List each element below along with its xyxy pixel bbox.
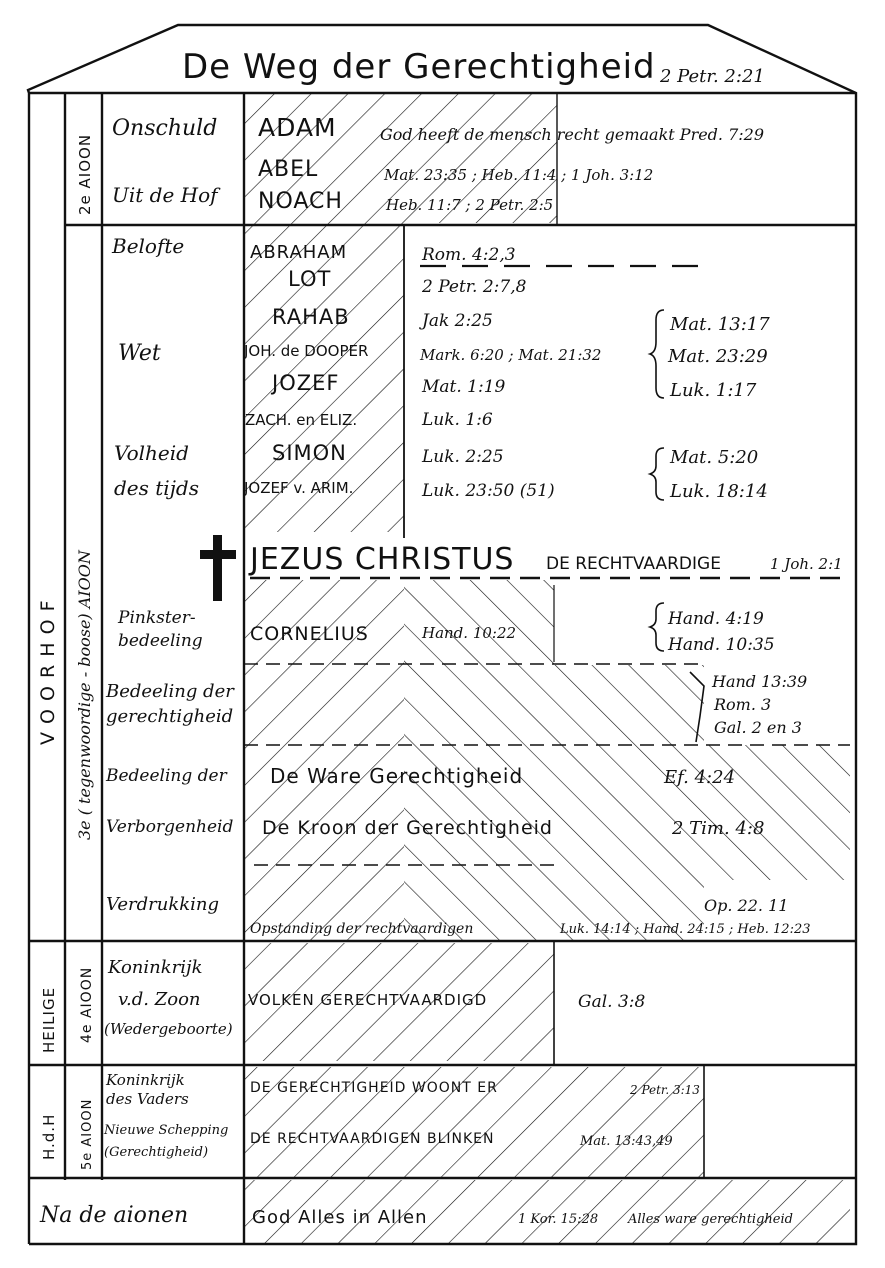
label-aioon3: 3e ( tegenwoordige - boose) AIOON <box>75 550 94 840</box>
person-noach: NOACH <box>258 189 343 214</box>
brace-pinkster <box>650 603 664 651</box>
statement-god: God Alles in Allen <box>252 1207 428 1228</box>
ref-wet-2: Mat. 23:29 <box>668 346 768 367</box>
person-jozef-arim: JOZEF v. ARIM. <box>244 479 354 497</box>
ref-adam: God heeft de mensch recht gemaakt Pred. 7:29 <box>380 125 765 144</box>
ref-zacharias: Luk. 1:6 <box>422 410 493 430</box>
statement-blinken: DE RECHTVAARDIGEN BLINKEN <box>250 1131 495 1147</box>
person-abraham: ABRAHAM <box>250 242 348 263</box>
statement-woont: DE GERECHTIGHEID WOONT ER <box>250 1080 498 1096</box>
statement-god-ref: 1 Kor. 15:28 <box>518 1212 599 1227</box>
person-rahab: RAHAB <box>272 305 350 329</box>
cross-icon <box>200 535 236 601</box>
ref-pinkster-2: Hand. 10:35 <box>668 635 775 655</box>
period-nieuwe-schepping-1: Nieuwe Schepping <box>104 1123 229 1138</box>
person-jozef: JOZEF <box>272 371 340 395</box>
brace-wet <box>650 310 664 398</box>
ref-abraham: Rom. 4:2,3 <box>422 245 516 265</box>
period-koninkrijk-zoon-1: Koninkrijk <box>108 957 203 978</box>
period-koninkrijk-vaders-2: des Vaders <box>106 1090 189 1108</box>
ref-bedeeling-3: Gal. 2 en 3 <box>714 718 802 737</box>
period-bedeeling-der-2: Bedeeling der <box>106 766 227 786</box>
ref-jozef: Mat. 1:19 <box>422 377 506 397</box>
ref-cornelius: Hand. 10:22 <box>422 624 517 642</box>
ref-bedeeling-2: Rom. 3 <box>714 695 772 714</box>
label-voorhof: V O O R H O F <box>37 599 59 745</box>
label-heilige: HEILIGE <box>40 986 58 1053</box>
period-uit-de-hof: Uit de Hof <box>112 183 218 207</box>
person-simon: SIMON <box>272 441 347 465</box>
page-title: De Weg der Gerechtigheid <box>182 47 656 87</box>
label-hdh: H.d.H <box>40 1113 58 1160</box>
statement-volken: VOLKEN GERECHTVAARDIGD <box>248 991 488 1009</box>
person-cornelius: CORNELIUS <box>250 623 369 645</box>
person-jezus-suffix: DE RECHTVAARDIGE <box>546 554 721 574</box>
period-koninkrijk-zoon-3: (Wedergeboorte) <box>104 1020 233 1038</box>
statement-volken-ref: Gal. 3:8 <box>578 992 646 1012</box>
ref-op: Op. 22. 11 <box>704 896 789 915</box>
person-abel: ABEL <box>258 157 319 182</box>
period-column <box>39 116 235 1228</box>
person-johannes: JOH. de DOOPER <box>244 342 369 360</box>
statement-ware: De Ware Gerechtigheid <box>270 764 524 788</box>
hatch-bedeeling-right <box>554 665 704 940</box>
period-volheid: Volheid <box>114 441 189 465</box>
ref-bedeeling-1: Hand 13:39 <box>712 672 808 691</box>
person-adam: ADAM <box>258 113 337 142</box>
ref-pinkster-1: Hand. 4:19 <box>668 609 764 629</box>
person-lot: LOT <box>288 267 332 291</box>
ref-volheid-2: Luk. 18:14 <box>670 481 768 502</box>
period-des-tijds: des tijds <box>114 476 199 500</box>
period-na-de-aionen: Na de aionen <box>40 1203 189 1228</box>
statement-ware-ref: Ef. 4:24 <box>664 767 736 788</box>
ref-volheid-1: Mat. 5:20 <box>670 447 759 468</box>
ref-wet-3: Luk. 1:17 <box>670 380 757 401</box>
ref-johannes: Mark. 6:20 ; Mat. 21:32 <box>420 346 602 364</box>
jezus-reference: 1 Joh. 2:1 <box>770 555 843 573</box>
statement-opstanding: Opstanding der rechtvaardigen <box>250 921 474 937</box>
period-nieuwe-schepping-2: (Gerechtigheid) <box>104 1145 209 1160</box>
person-zacharias: ZACH. en ELIZ. <box>245 411 358 429</box>
statement-alles: Alles ware gerechtigheid <box>628 1212 793 1227</box>
period-gerechtigheid: gerechtigheid <box>106 706 234 727</box>
ref-simon: Luk. 2:25 <box>422 447 504 467</box>
period-onschuld: Onschuld <box>112 116 218 141</box>
brace-volheid <box>650 448 664 500</box>
period-bedeeling: bedeeling <box>118 631 203 651</box>
statement-kroon-ref: 2 Tim. 4:8 <box>672 818 765 839</box>
period-verborgenheid: Verborgenheid <box>106 817 234 837</box>
period-koninkrijk-zoon-2: v.d. Zoon <box>118 989 201 1010</box>
period-wet: Wet <box>118 341 161 366</box>
ref-rahab: Jak 2:25 <box>422 311 493 331</box>
period-koninkrijk-vaders-1: Koninkrijk <box>106 1071 185 1089</box>
label-aioon2: 2e AIOON <box>76 133 94 215</box>
statement-blinken-ref: Mat. 13:43,49 <box>580 1134 673 1149</box>
hatch-lower-right <box>704 745 850 880</box>
ref-jozef-arim: Luk. 23:50 (51) <box>422 481 555 501</box>
period-bedeeling-der: Bedeeling der <box>106 681 234 702</box>
ref-lot: 2 Petr. 2:7,8 <box>422 277 527 297</box>
statement-woont-ref: 2 Petr. 3:13 <box>630 1083 700 1097</box>
period-verdrukking: Verdrukking <box>106 894 220 915</box>
ref-noach: Heb. 11:7 ; 2 Petr. 2:5 <box>386 196 554 214</box>
ref-wet-1: Mat. 13:17 <box>670 314 770 335</box>
statement-opstanding-refs: Luk. 14:14 ; Hand. 24:15 ; Heb. 12:23 <box>560 922 811 937</box>
label-aioon4: 4e AIOON <box>79 966 95 1043</box>
statement-kroon: De Kroon der Gerechtigheid <box>262 817 553 839</box>
period-belofte: Belofte <box>112 234 185 258</box>
label-aioon5: 5e AIOON <box>80 1098 95 1170</box>
person-jezus: JEZUS CHRISTUS <box>250 542 515 577</box>
ref-abel: Mat. 23:35 ; Heb. 11:4 ; 1 Joh. 3:12 <box>384 166 654 184</box>
period-pinkster: Pinkster- <box>118 608 196 628</box>
title-reference: 2 Petr. 2:21 <box>660 66 765 87</box>
